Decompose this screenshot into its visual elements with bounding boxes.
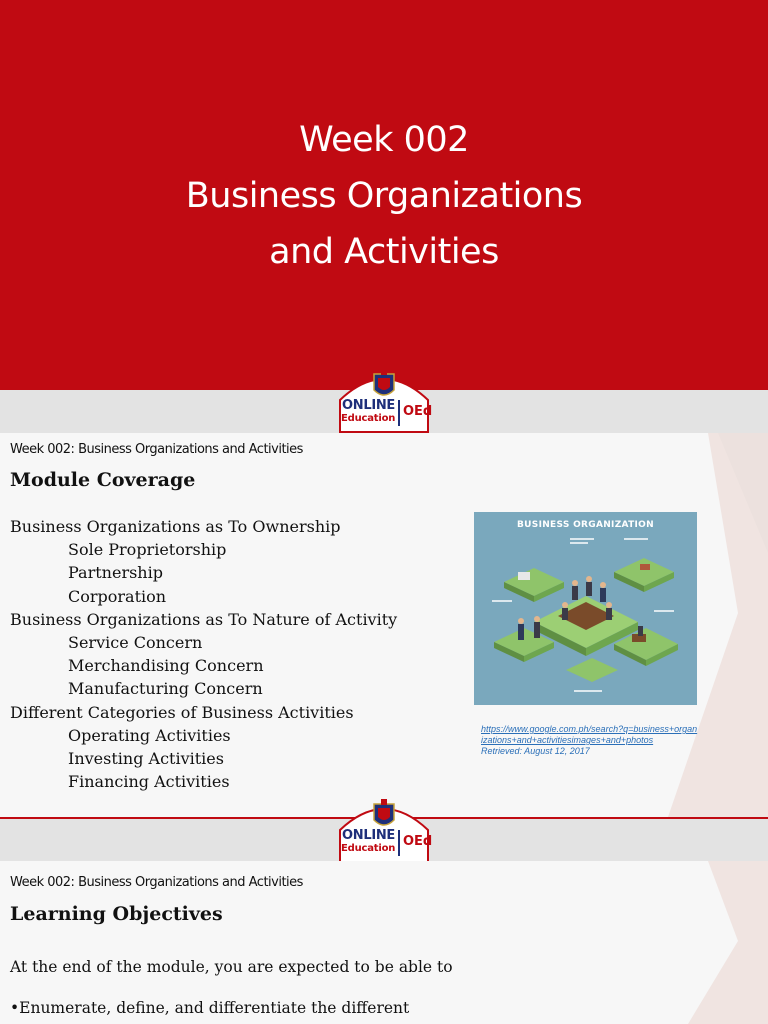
slide-heading: Learning Objectives bbox=[10, 903, 223, 925]
objective-bullet: •Enumerate, define, and differentiate the different bbox=[10, 999, 410, 1017]
logo-education-text: Education bbox=[341, 843, 396, 854]
learning-objectives-slide bbox=[0, 861, 768, 1024]
business-organization-image bbox=[474, 512, 697, 705]
logo-divider bbox=[398, 830, 400, 856]
slide-heading: Module Coverage bbox=[10, 469, 196, 491]
coverage-subitem: Financing Activities bbox=[68, 772, 230, 792]
source-link[interactable]: https://www.google.com.ph/search?q=business+organ bbox=[481, 724, 698, 734]
slide-label: Week 002: Business Organizations and Activities bbox=[10, 442, 303, 457]
coverage-item: Business Organizations as To Nature of Activity bbox=[10, 609, 398, 629]
coverage-subitem: Service Concern bbox=[68, 633, 203, 653]
coverage-list bbox=[10, 515, 460, 793]
online-education-logo-2 bbox=[334, 790, 434, 864]
coverage-subitem: Operating Activities bbox=[68, 725, 231, 745]
slide-decoration bbox=[608, 861, 768, 1024]
logo-oed-text: OEd bbox=[403, 834, 433, 849]
coverage-subitem: Manufacturing Concern bbox=[68, 679, 263, 699]
coverage-item: Different Categories of Business Activities bbox=[10, 702, 354, 722]
online-education-logo bbox=[334, 360, 434, 434]
coverage-subitem: Investing Activities bbox=[68, 749, 224, 769]
module-coverage-slide bbox=[0, 433, 768, 817]
coverage-subitem: Corporation bbox=[68, 586, 167, 606]
title-line-3: and Activities bbox=[269, 232, 499, 272]
logo-online-text: ONLINE bbox=[342, 398, 396, 413]
coverage-subitem: Merchandising Concern bbox=[68, 656, 264, 676]
logo-education-text: Education bbox=[341, 413, 396, 424]
coverage-subitem: Partnership bbox=[68, 563, 163, 583]
retrieved-date: Retrieved: August 12, 2017 bbox=[481, 746, 590, 756]
title-line-2: Business Organizations bbox=[185, 176, 583, 216]
objectives-intro: At the end of the module, you are expected to be able to bbox=[10, 958, 453, 976]
slide-title bbox=[0, 112, 768, 280]
slide-label: Week 002: Business Organizations and Activities bbox=[10, 875, 303, 890]
coverage-subitem: Sole Proprietorship bbox=[68, 540, 227, 560]
title-line-1: Week 002 bbox=[299, 120, 469, 160]
logo-oed-text: OEd bbox=[403, 404, 433, 419]
source-link-continued[interactable]: izations+and+activitiesimages+and+photos bbox=[481, 735, 654, 745]
image-title: BUSINESS ORGANIZATION bbox=[517, 520, 654, 530]
logo-online-text: ONLINE bbox=[342, 828, 396, 843]
image-source bbox=[481, 724, 721, 757]
logo-divider bbox=[398, 400, 400, 426]
coverage-item: Business Organizations as To Ownership bbox=[10, 517, 341, 536]
